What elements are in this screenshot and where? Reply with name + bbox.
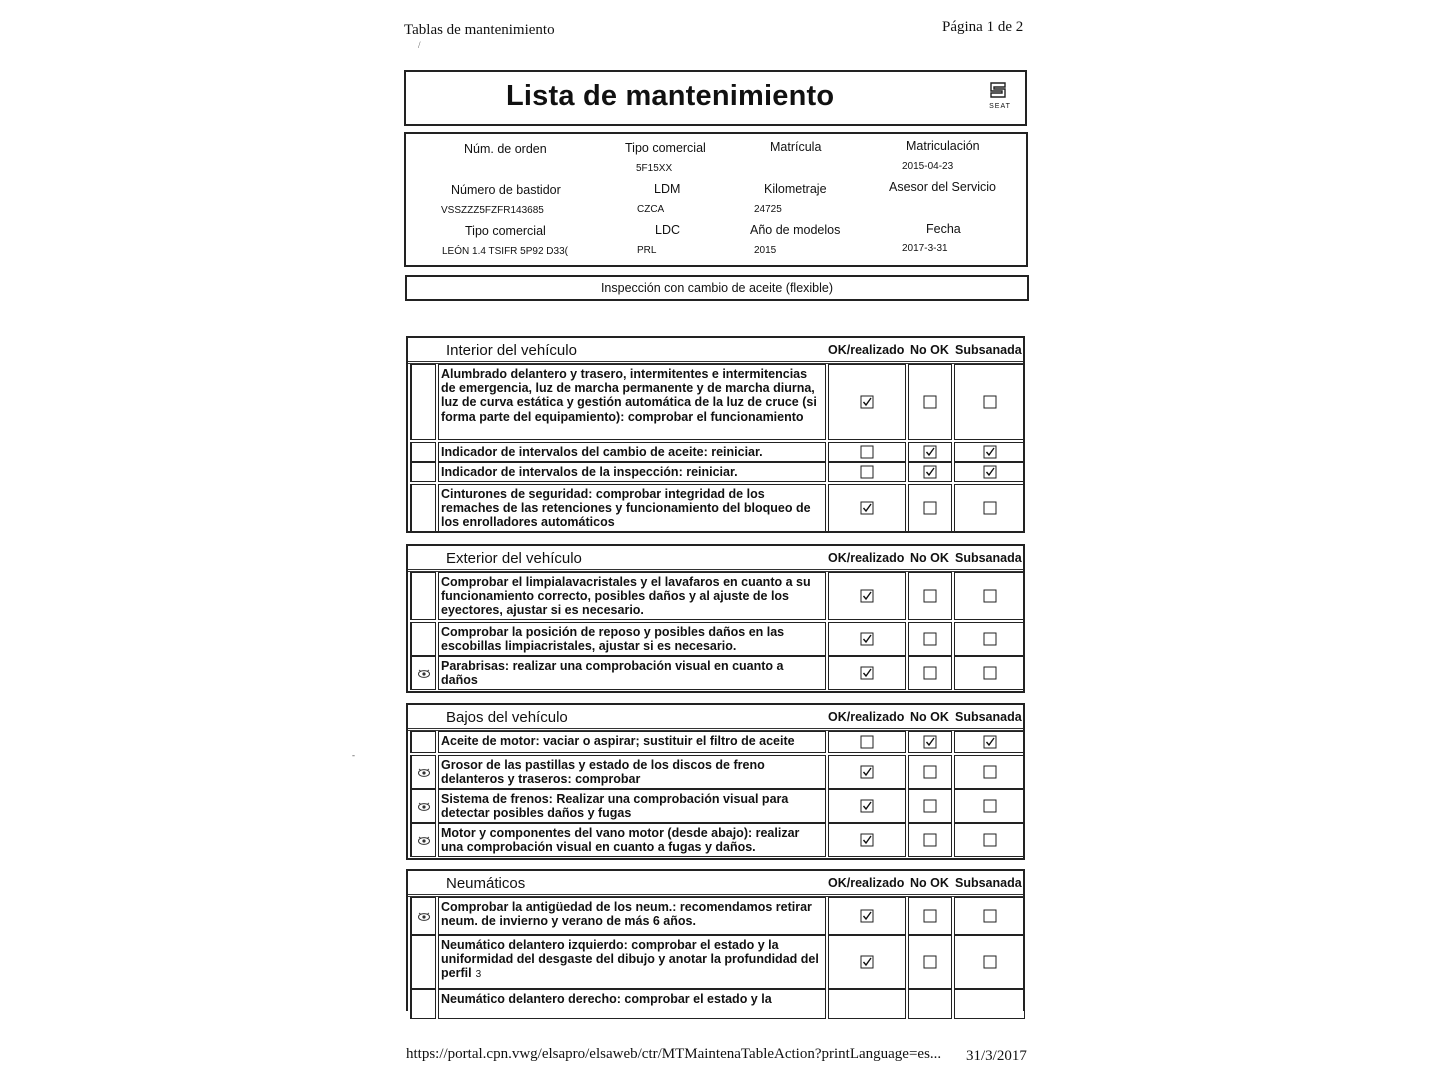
kilometraje-label: Kilometraje <box>764 182 827 196</box>
ok-checkbox[interactable] <box>861 800 874 813</box>
status-cell <box>828 364 906 440</box>
matriculacion-label: Matriculación <box>906 139 980 153</box>
checklist-row <box>408 731 1023 753</box>
row-description-cell <box>438 442 826 462</box>
checklist-row <box>408 622 1023 656</box>
ldc-label: LDC <box>655 223 681 237</box>
ok-checkbox[interactable] <box>861 446 874 459</box>
matriculacion-value: 2015-04-23 <box>902 161 954 172</box>
status-cell <box>828 462 906 482</box>
subsanada-checkbox[interactable] <box>983 446 996 459</box>
fecha-value: 2017-3-31 <box>902 243 948 254</box>
row-description <box>441 367 822 424</box>
row-description <box>441 758 822 786</box>
row-description-text: Cinturones de seguridad: comprobar integridad de los remaches de las retenciones y funcionamiento del bloqueo de los enrolladores automáticos <box>441 487 811 530</box>
tipo-comercial2-label: Tipo comercial <box>465 224 546 238</box>
row-description-cell <box>438 462 826 482</box>
row-icon-cell <box>410 989 436 1019</box>
page-number: Página 1 de 2 <box>942 19 1024 35</box>
row-description-cell <box>438 484 826 532</box>
status-cell <box>908 622 952 656</box>
checklist-row <box>408 989 1023 1019</box>
eye-icon <box>417 910 431 922</box>
row-description <box>441 575 822 618</box>
status-cell <box>954 572 1025 620</box>
ok-checkbox[interactable] <box>861 590 874 603</box>
section-title: Exterior del vehículo <box>446 550 582 567</box>
row-description-cell <box>438 755 826 789</box>
status-cell <box>954 442 1025 462</box>
anio-label: Año de modelos <box>750 223 841 237</box>
subsanada-checkbox[interactable] <box>983 633 996 646</box>
status-cell <box>828 935 906 989</box>
checklist-row <box>408 462 1023 482</box>
not-ok-checkbox[interactable] <box>924 736 937 749</box>
status-cell <box>908 789 952 823</box>
row-description-cell <box>438 935 826 989</box>
seat-s-icon <box>989 80 1007 100</box>
row-description-text: Indicador de intervalos de la inspección: reiniciar. <box>441 465 738 479</box>
ok-checkbox[interactable] <box>861 396 874 409</box>
status-cell <box>908 656 952 690</box>
row-description <box>441 487 822 530</box>
document-title: Lista de mantenimiento <box>506 80 835 112</box>
row-description-cell <box>438 989 826 1019</box>
status-cell <box>954 622 1025 656</box>
checklist-row <box>408 755 1023 789</box>
checklist-row <box>408 572 1023 620</box>
column-header: OK/realizado <box>828 343 905 357</box>
row-icon-cell <box>410 897 436 935</box>
eye-icon <box>417 667 431 679</box>
row-icon-cell <box>410 731 436 753</box>
row-value: 3 <box>475 969 482 981</box>
checklist-row <box>408 823 1023 857</box>
status-cell <box>908 823 952 857</box>
section-title: Bajos del vehículo <box>446 709 568 726</box>
row-description <box>441 792 822 820</box>
checklist-row <box>408 656 1023 690</box>
status-cell <box>954 989 1025 1019</box>
row-description <box>441 445 822 459</box>
bastidor-label: Número de bastidor <box>451 183 561 197</box>
subsanada-checkbox[interactable] <box>983 396 996 409</box>
ok-checkbox[interactable] <box>861 834 874 847</box>
row-description <box>441 659 822 687</box>
asesor-label: Asesor del Servicio <box>889 180 996 194</box>
row-icon-cell <box>410 442 436 462</box>
status-cell <box>908 364 952 440</box>
status-cell <box>828 484 906 532</box>
row-description-cell <box>438 572 826 620</box>
subsanada-checkbox[interactable] <box>983 834 996 847</box>
ok-checkbox[interactable] <box>861 956 874 969</box>
row-icon-cell <box>410 462 436 482</box>
status-cell <box>908 935 952 989</box>
ok-checkbox[interactable] <box>861 736 874 749</box>
row-description-text: Aceite de motor: vaciar o aspirar; sustituir el filtro de aceite <box>441 734 795 748</box>
row-description-cell <box>438 364 826 440</box>
row-description-text: Motor y componentes del vano motor (desde abajo): realizar una comprobación visual en cuanto a fugas y daños. <box>441 826 800 855</box>
status-cell <box>828 731 906 753</box>
num-orden-label: Núm. de orden <box>464 142 547 156</box>
not-ok-checkbox[interactable] <box>924 396 937 409</box>
row-description-text: Grosor de las pastillas y estado de los discos de freno delanteros y traseros: comprobar <box>441 758 765 787</box>
status-cell <box>828 897 906 935</box>
ok-checkbox[interactable] <box>861 667 874 680</box>
eye-icon <box>417 766 431 778</box>
kilometraje-value: 24725 <box>754 204 782 215</box>
column-header: No OK <box>910 551 949 565</box>
row-description <box>441 625 822 653</box>
column-header: Subsanada <box>955 876 1022 890</box>
row-description <box>441 734 822 748</box>
status-cell <box>828 989 906 1019</box>
subsanada-checkbox[interactable] <box>983 502 996 515</box>
tipo-comercial-value: 5F15XX <box>636 163 673 174</box>
footer-date: 31/3/2017 <box>966 1048 1027 1064</box>
subsanada-checkbox[interactable] <box>983 910 996 923</box>
status-cell <box>828 656 906 690</box>
row-description-text: Comprobar la antigüedad de los neum.: recomendamos retirar neum. de invierno y verano de más 6 años. <box>441 900 812 929</box>
subsanada-checkbox[interactable] <box>983 800 996 813</box>
row-description-cell <box>438 789 826 823</box>
status-cell <box>954 789 1025 823</box>
not-ok-checkbox[interactable] <box>924 633 937 646</box>
column-header: No OK <box>910 343 949 357</box>
subsanada-checkbox[interactable] <box>983 590 996 603</box>
checklist-row <box>408 364 1023 440</box>
status-cell <box>954 484 1025 532</box>
status-cell <box>908 442 952 462</box>
row-description-text: Comprobar la posición de reposo y posibles daños en las escobillas limpiacristales, ajustar si es necesario. <box>441 625 785 654</box>
status-cell <box>828 442 906 462</box>
row-icon-cell <box>410 935 436 989</box>
not-ok-checkbox[interactable] <box>924 446 937 459</box>
column-header: Subsanada <box>955 710 1022 724</box>
row-icon-cell <box>410 622 436 656</box>
section-exterior <box>406 544 1025 693</box>
subsanada-checkbox[interactable] <box>983 466 996 479</box>
inspection-type-box <box>405 275 1029 301</box>
status-cell <box>954 364 1025 440</box>
section-bajos <box>406 703 1025 860</box>
column-header: No OK <box>910 710 949 724</box>
column-header: No OK <box>910 876 949 890</box>
logo-text: SEAT <box>989 103 1011 110</box>
footer-url: https://portal.cpn.vwg/elsapro/elsaweb/ctr/MTMaintenaTableAction?printLanguage=es... <box>406 1046 942 1062</box>
row-icon-cell <box>410 656 436 690</box>
ldm-value: CZCA <box>637 204 665 215</box>
status-cell <box>828 789 906 823</box>
row-description <box>441 826 822 854</box>
not-ok-checkbox[interactable] <box>924 502 937 515</box>
status-cell <box>828 823 906 857</box>
row-description <box>441 938 822 983</box>
row-icon-cell <box>410 364 436 440</box>
eye-icon <box>417 800 431 812</box>
ok-checkbox[interactable] <box>861 466 874 479</box>
tipo-comercial2-value: LEÓN 1.4 TSIFR 5P92 D33( <box>442 246 568 257</box>
not-ok-checkbox[interactable] <box>924 910 937 923</box>
section-header <box>408 705 1023 731</box>
fecha-label: Fecha <box>926 222 961 236</box>
scan-mark: / <box>418 40 421 50</box>
row-icon-cell <box>410 789 436 823</box>
row-icon-cell <box>410 572 436 620</box>
ldm-label: LDM <box>654 182 681 196</box>
checklist-row <box>408 789 1023 823</box>
not-ok-checkbox[interactable] <box>924 766 937 779</box>
status-cell <box>828 622 906 656</box>
tipo-comercial-label: Tipo comercial <box>625 141 706 155</box>
not-ok-checkbox[interactable] <box>924 590 937 603</box>
subsanada-checkbox[interactable] <box>983 736 996 749</box>
ok-checkbox[interactable] <box>861 633 874 646</box>
row-description-text: Neumático delantero derecho: comprobar el estado y la <box>441 992 772 1006</box>
subsanada-checkbox[interactable] <box>983 667 996 680</box>
seat-logo-icon <box>983 80 1017 114</box>
column-header: OK/realizado <box>828 710 905 724</box>
row-description-cell <box>438 897 826 935</box>
subsanada-checkbox[interactable] <box>983 766 996 779</box>
ldc-value: PRL <box>637 245 657 256</box>
section-neumaticos <box>406 869 1025 1011</box>
row-description-text: Alumbrado delantero y trasero, intermitentes e intermitencias de emergencia, luz de marcha permanente y de marcha diurna, luz de curva estática y gestión automática de la luz de cruce (si forma parte del equipamiento): comprobar el funcionamiento <box>441 367 817 424</box>
row-description <box>441 900 822 928</box>
row-description-text: Comprobar el limpialavacristales y el lavafaros en cuanto a su funcionamiento correcto, posibles daños y al ajuste de los eyectores, ajustar si es necesario. <box>441 575 811 618</box>
status-cell <box>908 897 952 935</box>
checklist-row <box>408 442 1023 462</box>
section-header <box>408 871 1023 897</box>
status-cell <box>954 897 1025 935</box>
column-header: OK/realizado <box>828 551 905 565</box>
title-box <box>404 70 1027 126</box>
inspection-type: Inspección con cambio de aceite (flexible) <box>600 281 834 295</box>
row-description <box>441 465 822 479</box>
row-description-text: Parabrisas: realizar una comprobación visual en cuanto a daños <box>441 659 784 688</box>
subsanada-checkbox[interactable] <box>983 956 996 969</box>
status-cell <box>908 989 952 1019</box>
column-header: OK/realizado <box>828 876 905 890</box>
status-cell <box>954 755 1025 789</box>
scan-mark: - <box>352 750 355 760</box>
status-cell <box>954 656 1025 690</box>
column-header: Subsanada <box>955 343 1022 357</box>
row-icon-cell <box>410 755 436 789</box>
row-description-text: Sistema de frenos: Realizar una comprobación visual para detectar posibles daños y fugas <box>441 792 789 821</box>
status-cell <box>954 935 1025 989</box>
status-cell <box>954 823 1025 857</box>
eye-icon <box>417 834 431 846</box>
section-header <box>408 546 1023 572</box>
status-cell <box>828 572 906 620</box>
status-cell <box>908 572 952 620</box>
checklist-row <box>408 484 1023 532</box>
not-ok-checkbox[interactable] <box>924 466 937 479</box>
row-description-cell <box>438 731 826 753</box>
row-description-cell <box>438 823 826 857</box>
section-interior <box>406 336 1025 533</box>
status-cell <box>908 484 952 532</box>
status-cell <box>828 755 906 789</box>
bastidor-value: VSSZZZ5FZFR143685 <box>441 205 544 216</box>
column-header: Subsanada <box>955 551 1022 565</box>
status-cell <box>954 462 1025 482</box>
row-icon-cell <box>410 484 436 532</box>
section-title: Neumáticos <box>446 875 526 892</box>
status-cell <box>908 755 952 789</box>
page-header-title: Tablas de mantenimiento <box>404 22 555 38</box>
ok-checkbox[interactable] <box>861 766 874 779</box>
row-description-text: Neumático delantero izquierdo: comprobar el estado y la uniformidad del desgaste del dibujo y anotar la profundidad del perfil <box>441 938 819 981</box>
matricula-label: Matrícula <box>770 140 822 154</box>
section-title: Interior del vehículo <box>446 342 577 359</box>
not-ok-checkbox[interactable] <box>924 834 937 847</box>
ok-checkbox[interactable] <box>861 502 874 515</box>
status-cell <box>954 731 1025 753</box>
not-ok-checkbox[interactable] <box>924 667 937 680</box>
checklist-row <box>408 897 1023 935</box>
checklist-row <box>408 935 1023 989</box>
anio-value: 2015 <box>754 245 777 256</box>
not-ok-checkbox[interactable] <box>924 800 937 813</box>
status-cell <box>908 462 952 482</box>
status-cell <box>908 731 952 753</box>
section-header <box>408 338 1023 364</box>
row-description-text: Indicador de intervalos del cambio de aceite: reiniciar. <box>441 445 763 459</box>
ok-checkbox[interactable] <box>861 910 874 923</box>
row-description-cell <box>438 622 826 656</box>
row-description <box>441 992 822 1006</box>
row-description-cell <box>438 656 826 690</box>
row-icon-cell <box>410 823 436 857</box>
vehicle-info-box <box>404 132 1028 267</box>
not-ok-checkbox[interactable] <box>924 956 937 969</box>
